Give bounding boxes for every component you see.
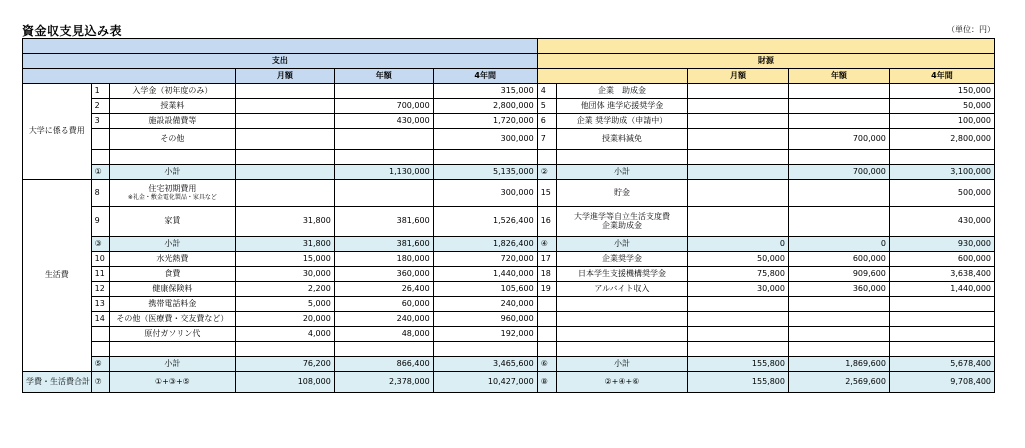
funding-item bbox=[556, 237, 687, 252]
funding-row-number: 17 bbox=[537, 252, 556, 267]
expense-item bbox=[109, 252, 235, 267]
expense-annual bbox=[334, 150, 433, 165]
expense-header: 支出 bbox=[23, 54, 538, 69]
funding-row-number bbox=[537, 342, 556, 357]
funding-annual bbox=[788, 84, 889, 99]
fund-balance-table bbox=[22, 38, 995, 393]
expense-monthly: 30,000 bbox=[235, 267, 334, 282]
funding-four-year: 930,000 bbox=[889, 237, 994, 252]
funding-item-label: 日本学生支援機構奨学金 bbox=[577, 268, 666, 278]
funding-header: 財源 bbox=[537, 54, 994, 69]
table-row bbox=[23, 129, 995, 150]
funding-monthly bbox=[688, 312, 789, 327]
funding-row-number bbox=[537, 297, 556, 312]
expense-four-year: 300,000 bbox=[433, 129, 537, 150]
funding-annual bbox=[788, 99, 889, 114]
expense-annual: 1,130,000 bbox=[334, 165, 433, 180]
funding-item-col bbox=[537, 69, 687, 84]
funding-annual: 360,000 bbox=[788, 282, 889, 297]
expense-row-number: ③ bbox=[91, 237, 109, 252]
funding-four-year: 600,000 bbox=[889, 252, 994, 267]
expense-row-number bbox=[91, 150, 109, 165]
funding-item bbox=[556, 267, 687, 282]
expense-monthly bbox=[235, 180, 334, 207]
unit-label: （単位：円） bbox=[947, 25, 995, 34]
table-row bbox=[23, 252, 995, 267]
expense-item-label: その他（医療費・交友費など） bbox=[116, 313, 229, 323]
expense-monthly bbox=[235, 342, 334, 357]
expense-monthly bbox=[235, 165, 334, 180]
expense-four-year: 315,000 bbox=[433, 84, 537, 99]
table-row bbox=[23, 297, 995, 312]
funding-header-pad bbox=[537, 39, 994, 54]
funding-four-year bbox=[889, 150, 994, 165]
funding-item-label: 大学進学等自立生活支度費 bbox=[573, 212, 670, 222]
expense-annual: 381,600 bbox=[334, 207, 433, 237]
expense-four-year: 300,000 bbox=[433, 180, 537, 207]
expense-row-number: ⑤ bbox=[91, 357, 109, 372]
funding-item-label: アルバイト収入 bbox=[594, 283, 650, 293]
funding-item bbox=[556, 282, 687, 297]
expense-item-note: ※礼金・敷金電化製品・家具など bbox=[127, 194, 217, 201]
expense-monthly bbox=[235, 99, 334, 114]
expense-item bbox=[109, 282, 235, 297]
funding-item bbox=[556, 84, 687, 99]
expense-four-year: 1,826,400 bbox=[433, 237, 537, 252]
funding-monthly bbox=[688, 342, 789, 357]
expense-four-year: 2,800,000 bbox=[433, 99, 537, 114]
expense-annual: 700,000 bbox=[334, 99, 433, 114]
expense-row-number bbox=[91, 129, 109, 150]
col-annual: 年額 bbox=[788, 69, 889, 84]
expense-row-number: 8 bbox=[91, 180, 109, 207]
expense-monthly: 108,000 bbox=[235, 372, 334, 393]
funding-item-label: 企業奨学金 bbox=[601, 253, 642, 263]
funding-row-number: 7 bbox=[537, 129, 556, 150]
funding-row-number: ⑧ bbox=[537, 372, 556, 393]
expense-item bbox=[109, 150, 235, 165]
expense-annual bbox=[334, 84, 433, 99]
funding-item-label: 小計 bbox=[613, 238, 630, 248]
funding-annual: 700,000 bbox=[788, 165, 889, 180]
funding-annual: 0 bbox=[788, 237, 889, 252]
expense-row-number bbox=[91, 342, 109, 357]
expense-annual bbox=[334, 180, 433, 207]
expense-item bbox=[109, 357, 235, 372]
col-monthly: 月額 bbox=[688, 69, 789, 84]
group-label-grand-total: 学費・生活費合計 bbox=[23, 372, 92, 393]
funding-monthly: 155,800 bbox=[688, 372, 789, 393]
funding-row-number: ④ bbox=[537, 237, 556, 252]
expense-header-pad bbox=[23, 39, 538, 54]
funding-annual: 1,869,600 bbox=[788, 357, 889, 372]
expense-four-year: 192,000 bbox=[433, 327, 537, 342]
expense-row-number bbox=[91, 327, 109, 342]
funding-item bbox=[556, 252, 687, 267]
table-row bbox=[23, 84, 995, 99]
funding-item-label: 企業 奨学助成（申請中） bbox=[576, 115, 668, 125]
funding-monthly bbox=[688, 99, 789, 114]
expense-row-number: 12 bbox=[91, 282, 109, 297]
expense-annual: 430,000 bbox=[334, 114, 433, 129]
expense-monthly: 5,000 bbox=[235, 297, 334, 312]
funding-annual bbox=[788, 312, 889, 327]
table-row bbox=[23, 150, 995, 165]
expense-item-label: 家賃 bbox=[164, 216, 181, 226]
expense-monthly bbox=[235, 150, 334, 165]
expense-row-number: 10 bbox=[91, 252, 109, 267]
funding-annual: 2,569,600 bbox=[788, 372, 889, 393]
funding-four-year: 50,000 bbox=[889, 99, 994, 114]
expense-row-number: 1 bbox=[91, 84, 109, 99]
funding-monthly: 50,000 bbox=[688, 252, 789, 267]
col-monthly: 月額 bbox=[235, 69, 334, 84]
expense-item-label: 入学金（初年度のみ） bbox=[132, 85, 213, 95]
funding-four-year: 500,000 bbox=[889, 180, 994, 207]
funding-item-label: ②+④+⑥ bbox=[604, 376, 640, 386]
funding-row-number: 19 bbox=[537, 282, 556, 297]
expense-item-label: 小計 bbox=[164, 358, 181, 368]
funding-item bbox=[556, 165, 687, 180]
funding-item-label: 他団体 進学応援奨学金 bbox=[580, 100, 664, 110]
expense-item-label: 小計 bbox=[164, 238, 181, 248]
table-body bbox=[23, 84, 995, 393]
expense-item-label: 住宅初期費用 bbox=[148, 183, 197, 193]
col-four-year: 4年間 bbox=[433, 69, 537, 84]
expense-four-year: 5,135,000 bbox=[433, 165, 537, 180]
expense-item-label: 食費 bbox=[164, 268, 181, 278]
funding-annual: 600,000 bbox=[788, 252, 889, 267]
table-row bbox=[23, 180, 995, 207]
funding-item-label: 小計 bbox=[613, 358, 630, 368]
funding-annual bbox=[788, 180, 889, 207]
expense-row-number: ⑦ bbox=[91, 372, 109, 393]
expense-item bbox=[109, 267, 235, 282]
funding-four-year: 150,000 bbox=[889, 84, 994, 99]
expense-row-number: 13 bbox=[91, 297, 109, 312]
funding-monthly bbox=[688, 327, 789, 342]
funding-item bbox=[556, 297, 687, 312]
expense-four-year: 1,720,000 bbox=[433, 114, 537, 129]
expense-monthly: 15,000 bbox=[235, 252, 334, 267]
table-row bbox=[23, 372, 995, 393]
expense-monthly: 76,200 bbox=[235, 357, 334, 372]
expense-row-number: 3 bbox=[91, 114, 109, 129]
funding-monthly bbox=[688, 114, 789, 129]
expense-annual: 240,000 bbox=[334, 312, 433, 327]
table-row bbox=[23, 237, 995, 252]
funding-item-label-line2: 企業助成金 bbox=[601, 220, 642, 230]
funding-item bbox=[556, 114, 687, 129]
expense-annual: 26,400 bbox=[334, 282, 433, 297]
funding-four-year bbox=[889, 297, 994, 312]
table-row bbox=[23, 165, 995, 180]
expense-item bbox=[109, 297, 235, 312]
sheet-title: 資金収支見込み表 bbox=[22, 24, 123, 38]
expense-item bbox=[109, 165, 235, 180]
funding-annual bbox=[788, 297, 889, 312]
expense-item-label: その他 bbox=[160, 133, 185, 143]
funding-item bbox=[556, 357, 687, 372]
expense-monthly: 4,000 bbox=[235, 327, 334, 342]
expense-four-year: 720,000 bbox=[433, 252, 537, 267]
funding-item bbox=[556, 372, 687, 393]
expense-four-year: 960,000 bbox=[433, 312, 537, 327]
funding-four-year: 1,440,000 bbox=[889, 282, 994, 297]
funding-four-year: 100,000 bbox=[889, 114, 994, 129]
expense-item bbox=[109, 342, 235, 357]
funding-monthly bbox=[688, 165, 789, 180]
expense-item bbox=[109, 180, 235, 207]
expense-four-year bbox=[433, 342, 537, 357]
expense-annual: 381,600 bbox=[334, 237, 433, 252]
funding-row-number: 6 bbox=[537, 114, 556, 129]
funding-item-label: 貯金 bbox=[613, 187, 630, 197]
expense-four-year: 240,000 bbox=[433, 297, 537, 312]
expense-annual bbox=[334, 129, 433, 150]
funding-annual: 909,600 bbox=[788, 267, 889, 282]
table-row bbox=[23, 357, 995, 372]
funding-item-label: 小計 bbox=[613, 166, 630, 176]
funding-item bbox=[556, 150, 687, 165]
expense-item bbox=[109, 129, 235, 150]
expense-annual: 60,000 bbox=[334, 297, 433, 312]
funding-annual: 700,000 bbox=[788, 129, 889, 150]
funding-item bbox=[556, 342, 687, 357]
expense-item bbox=[109, 99, 235, 114]
expense-annual: 360,000 bbox=[334, 267, 433, 282]
funding-row-number bbox=[537, 327, 556, 342]
funding-monthly: 75,800 bbox=[688, 267, 789, 282]
table-row bbox=[23, 207, 995, 237]
expense-item-label: 健康保険料 bbox=[152, 283, 193, 293]
funding-four-year: 3,100,000 bbox=[889, 165, 994, 180]
table-row bbox=[23, 267, 995, 282]
expense-row-number: ① bbox=[91, 165, 109, 180]
funding-row-number: ② bbox=[537, 165, 556, 180]
funding-four-year: 5,678,400 bbox=[889, 357, 994, 372]
table-row bbox=[23, 327, 995, 342]
funding-item bbox=[556, 99, 687, 114]
funding-row-number: 16 bbox=[537, 207, 556, 237]
expense-item bbox=[109, 327, 235, 342]
expense-item-label: ①+③+⑤ bbox=[154, 376, 190, 386]
group-label-university: 大学に係る費用 bbox=[23, 84, 92, 180]
expense-row-number: 2 bbox=[91, 99, 109, 114]
funding-monthly bbox=[688, 150, 789, 165]
expense-four-year: 10,427,000 bbox=[433, 372, 537, 393]
expense-item-label: 携帯電話料金 bbox=[148, 298, 197, 308]
expense-row-number: 11 bbox=[91, 267, 109, 282]
expense-item-label: 施設設備費等 bbox=[148, 115, 197, 125]
funding-row-number bbox=[537, 312, 556, 327]
expense-item bbox=[109, 372, 235, 393]
funding-monthly bbox=[688, 84, 789, 99]
funding-row-number: 4 bbox=[537, 84, 556, 99]
expense-item-label: 原付ガソリン代 bbox=[144, 328, 201, 338]
funding-monthly: 30,000 bbox=[688, 282, 789, 297]
col-annual: 年額 bbox=[334, 69, 433, 84]
expense-annual bbox=[334, 342, 433, 357]
expense-item-label: 小計 bbox=[164, 166, 181, 176]
table-row bbox=[23, 342, 995, 357]
funding-row-number: 5 bbox=[537, 99, 556, 114]
funding-row-number: 15 bbox=[537, 180, 556, 207]
expense-annual: 180,000 bbox=[334, 252, 433, 267]
funding-monthly bbox=[688, 207, 789, 237]
funding-four-year bbox=[889, 342, 994, 357]
expense-four-year: 1,440,000 bbox=[433, 267, 537, 282]
funding-monthly bbox=[688, 180, 789, 207]
funding-monthly bbox=[688, 129, 789, 150]
funding-item-label: 企業 助成金 bbox=[597, 85, 646, 95]
funding-four-year: 9,708,400 bbox=[889, 372, 994, 393]
funding-item-label: 授業料減免 bbox=[601, 133, 642, 143]
expense-row-number: 14 bbox=[91, 312, 109, 327]
expense-item bbox=[109, 84, 235, 99]
expense-annual: 2,378,000 bbox=[334, 372, 433, 393]
table-row bbox=[23, 114, 995, 129]
expense-item-label: 水光熱費 bbox=[156, 253, 189, 263]
funding-monthly: 0 bbox=[688, 237, 789, 252]
expense-four-year: 3,465,600 bbox=[433, 357, 537, 372]
funding-annual bbox=[788, 207, 889, 237]
expense-monthly: 2,200 bbox=[235, 282, 334, 297]
col-four-year: 4年間 bbox=[889, 69, 994, 84]
expense-annual: 866,400 bbox=[334, 357, 433, 372]
funding-row-number bbox=[537, 150, 556, 165]
funding-item bbox=[556, 327, 687, 342]
expense-four-year: 105,600 bbox=[433, 282, 537, 297]
table-row bbox=[23, 312, 995, 327]
funding-monthly bbox=[688, 297, 789, 312]
funding-four-year bbox=[889, 312, 994, 327]
expense-item bbox=[109, 237, 235, 252]
funding-row-number: ⑥ bbox=[537, 357, 556, 372]
funding-item bbox=[556, 207, 687, 237]
expense-monthly: 31,800 bbox=[235, 207, 334, 237]
expense-four-year: 1,526,400 bbox=[433, 207, 537, 237]
funding-annual bbox=[788, 327, 889, 342]
expense-monthly: 31,800 bbox=[235, 237, 334, 252]
funding-row-number: 18 bbox=[537, 267, 556, 282]
expense-item-col bbox=[23, 69, 236, 84]
funding-item bbox=[556, 312, 687, 327]
table-row bbox=[23, 99, 995, 114]
funding-four-year: 430,000 bbox=[889, 207, 994, 237]
expense-item bbox=[109, 114, 235, 129]
expense-monthly: 20,000 bbox=[235, 312, 334, 327]
expense-item bbox=[109, 312, 235, 327]
expense-item bbox=[109, 207, 235, 237]
group-label-living: 生活費 bbox=[23, 180, 92, 372]
expense-monthly bbox=[235, 114, 334, 129]
funding-four-year: 2,800,000 bbox=[889, 129, 994, 150]
expense-item-label: 授業料 bbox=[160, 100, 185, 110]
funding-item bbox=[556, 129, 687, 150]
expense-monthly bbox=[235, 129, 334, 150]
funding-four-year bbox=[889, 327, 994, 342]
funding-item bbox=[556, 180, 687, 207]
funding-four-year: 3,638,400 bbox=[889, 267, 994, 282]
expense-monthly bbox=[235, 84, 334, 99]
funding-annual bbox=[788, 342, 889, 357]
funding-monthly: 155,800 bbox=[688, 357, 789, 372]
table-row bbox=[23, 282, 995, 297]
funding-annual bbox=[788, 114, 889, 129]
expense-annual: 48,000 bbox=[334, 327, 433, 342]
funding-annual bbox=[788, 150, 889, 165]
expense-row-number: 9 bbox=[91, 207, 109, 237]
expense-four-year bbox=[433, 150, 537, 165]
